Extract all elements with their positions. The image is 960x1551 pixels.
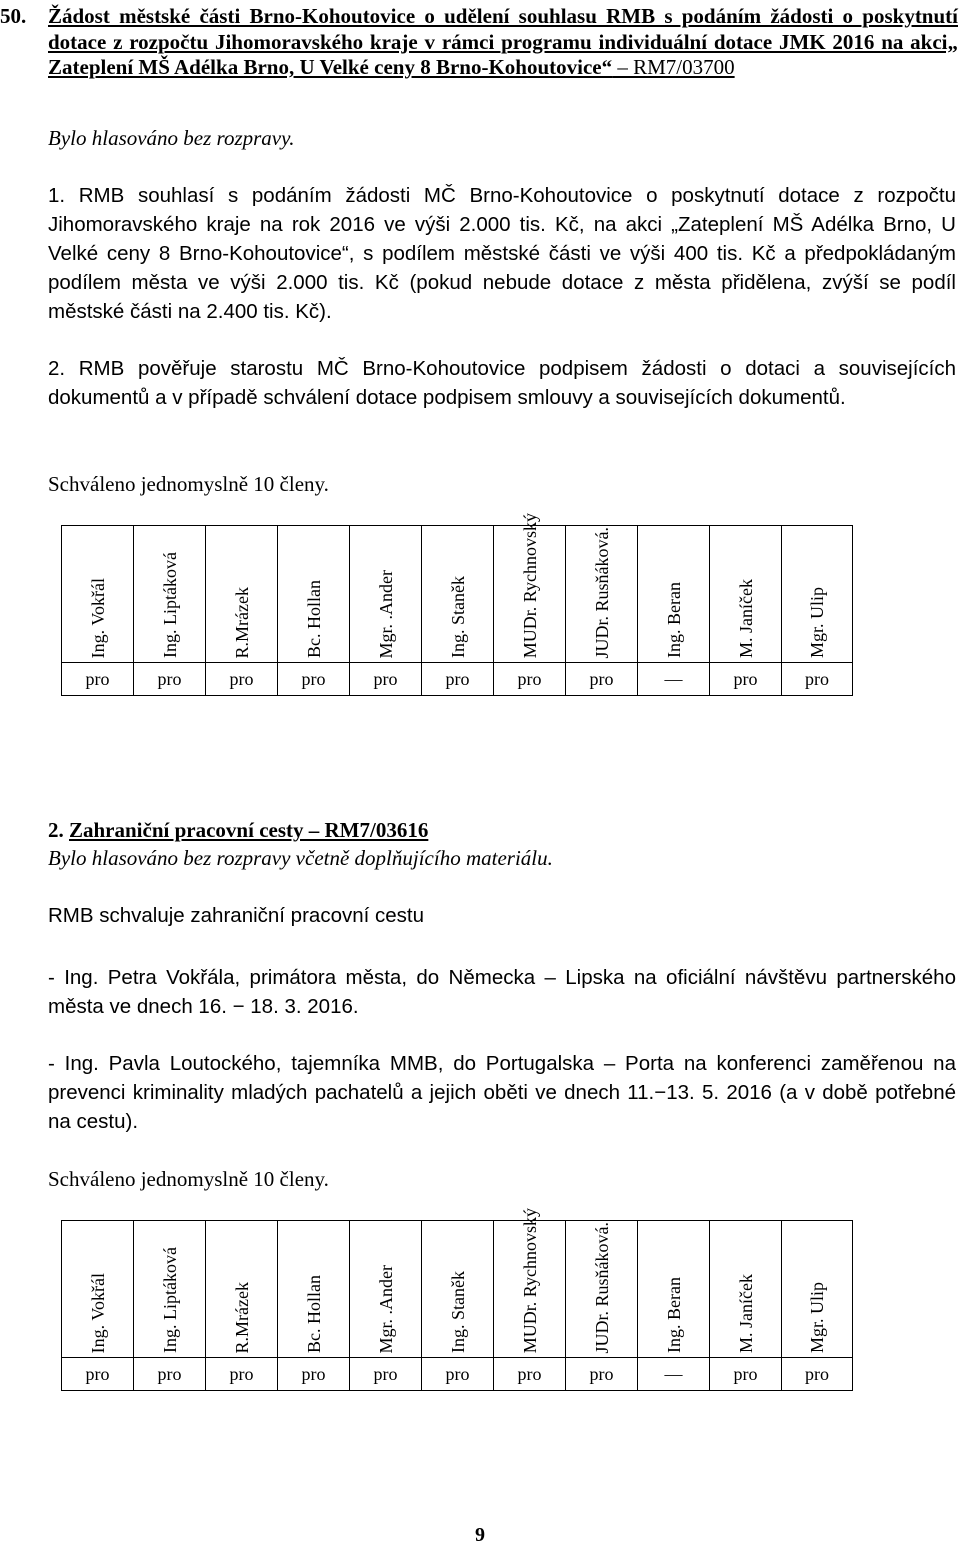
- item-title: Zahraniční pracovní cesty – RM7/03616: [69, 818, 429, 842]
- item-number: 50.: [0, 4, 27, 28]
- member-name: Ing. Vokřál: [87, 577, 108, 658]
- vote-cell: pro: [62, 1358, 134, 1391]
- vote-cell: pro: [278, 1358, 350, 1391]
- member-name: MUDr. Rychnovský: [519, 512, 540, 658]
- item-number: 2.: [48, 818, 64, 842]
- member-name: R.Mrázek: [231, 586, 252, 658]
- vote-cell: —: [638, 663, 710, 696]
- vote-cell: pro: [422, 663, 494, 696]
- approval-note: Schváleno jednomyslně 10 členy.: [48, 472, 329, 496]
- member-name: Ing. Staněk: [447, 1271, 468, 1353]
- vote-cell: pro: [350, 1358, 422, 1391]
- member-name: Ing. Staněk: [447, 576, 468, 658]
- member-name: Bc. Hollan: [303, 580, 324, 658]
- vote-cell: pro: [350, 663, 422, 696]
- item-code: – RM7/03700: [612, 55, 735, 79]
- member-name: JUDr. Rusňáková.: [591, 526, 612, 658]
- vote-cell: pro: [134, 1358, 206, 1391]
- trip-2: - Ing. Pavla Loutockého, tajemníka MMB, do Portugalska – Porta na konferenci zaměřenou na prevenci kriminality mladých pachatelů a jejich oběti ve dnech 11.−13. 5. 2016 (a v době potřebné na cestu).: [48, 1052, 956, 1133]
- vote-cell: pro: [62, 663, 134, 696]
- item-2-heading: [48, 818, 428, 843]
- member-name: Mgr. .Ander: [375, 1264, 396, 1353]
- member-name: Bc. Hollan: [303, 1275, 324, 1353]
- member-name: R.Mrázek: [231, 1281, 252, 1353]
- member-name: Ing. Liptáková: [159, 552, 180, 658]
- voting-note: Bylo hlasováno bez rozpravy včetně doplňujícího materiálu.: [48, 846, 553, 870]
- vote-cell: pro: [566, 1358, 638, 1391]
- vote-cell: pro: [422, 1358, 494, 1391]
- member-name: MUDr. Rychnovský: [519, 1207, 540, 1353]
- member-name: Mgr. Ulip: [807, 586, 827, 658]
- item-title: Žádost městské části Brno-Kohoutovice o udělení souhlasu RMB s podáním žádosti o poskytnutí dotace z rozpočtu Jihomoravského kraje v rámci programu individuální dotace JMK 2016 na akci„ Zateplení MŠ Adélka Brno, U Velké ceny 8 Brno-Kohoutovice“: [48, 4, 958, 79]
- vote-cell: pro: [494, 663, 566, 696]
- member-name: Mgr. .Ander: [375, 569, 396, 658]
- vote-cell: pro: [710, 1358, 782, 1391]
- vote-table-1: [61, 512, 853, 696]
- vote-cell: pro: [494, 1358, 566, 1391]
- resolution-point-2: 2. RMB pověřuje starostu MČ Brno-Kohoutovice podpisem žádosti o dotaci a souvisejících dokumentů a v případě schválení dotace podpisem smlouvy a souvisejících dokumentů.: [48, 357, 956, 409]
- vote-cell: pro: [782, 663, 853, 696]
- member-name: M. Janíček: [735, 579, 756, 658]
- member-names-row: [62, 526, 853, 663]
- approval-note: Schváleno jednomyslně 10 členy.: [48, 1167, 329, 1191]
- member-name: Ing. Liptáková: [159, 1247, 180, 1353]
- vote-cell: pro: [278, 663, 350, 696]
- vote-cell: pro: [134, 663, 206, 696]
- trip-intro: RMB schvaluje zahraniční pracovní cestu: [48, 904, 425, 927]
- vote-cell: pro: [206, 1358, 278, 1391]
- member-names-row: [62, 1221, 853, 1358]
- resolution-point-1: 1. RMB souhlasí s podáním žádosti MČ Brno-Kohoutovice o poskytnutí dotace z rozpočtu Jihomoravského kraje na rok 2016 ve výši 2.000 tis. Kč, na akci „Zateplení MŠ Adélka Brno, U Velké ceny 8 Brno-Kohoutovice“, s podílem městské části ve výši 400 tis. Kč a předpokládaným podílem města ve výši 2.000 tis. Kč (pokud nebude dotace z města přidělena, zvýší se podíl městské části na 2.400 tis. Kč).: [48, 184, 956, 323]
- votes-row: [62, 663, 853, 696]
- vote-cell: —: [638, 1358, 710, 1391]
- member-name: Ing. Beran: [663, 1277, 684, 1353]
- vote-cell: pro: [710, 663, 782, 696]
- page-number: 9: [475, 1524, 485, 1546]
- voting-note: Bylo hlasováno bez rozpravy.: [48, 126, 295, 150]
- member-name: M. Janíček: [735, 1274, 756, 1353]
- member-name: Ing. Vokřál: [87, 1272, 108, 1353]
- member-name: JUDr. Rusňáková.: [591, 1221, 612, 1353]
- member-name: Mgr. Ulip: [807, 1281, 827, 1353]
- vote-cell: pro: [206, 663, 278, 696]
- vote-cell: pro: [566, 663, 638, 696]
- votes-row: [62, 1358, 853, 1391]
- member-name: Ing. Beran: [663, 582, 684, 658]
- vote-table-2: [61, 1207, 853, 1391]
- item-50-heading: [0, 4, 958, 81]
- trip-1: - Ing. Petra Vokřála, primátora města, do Německa – Lipska na oficiální návštěvu partnerského města ve dnech 16. − 18. 3. 2016.: [48, 966, 956, 1018]
- vote-cell: pro: [782, 1358, 853, 1391]
